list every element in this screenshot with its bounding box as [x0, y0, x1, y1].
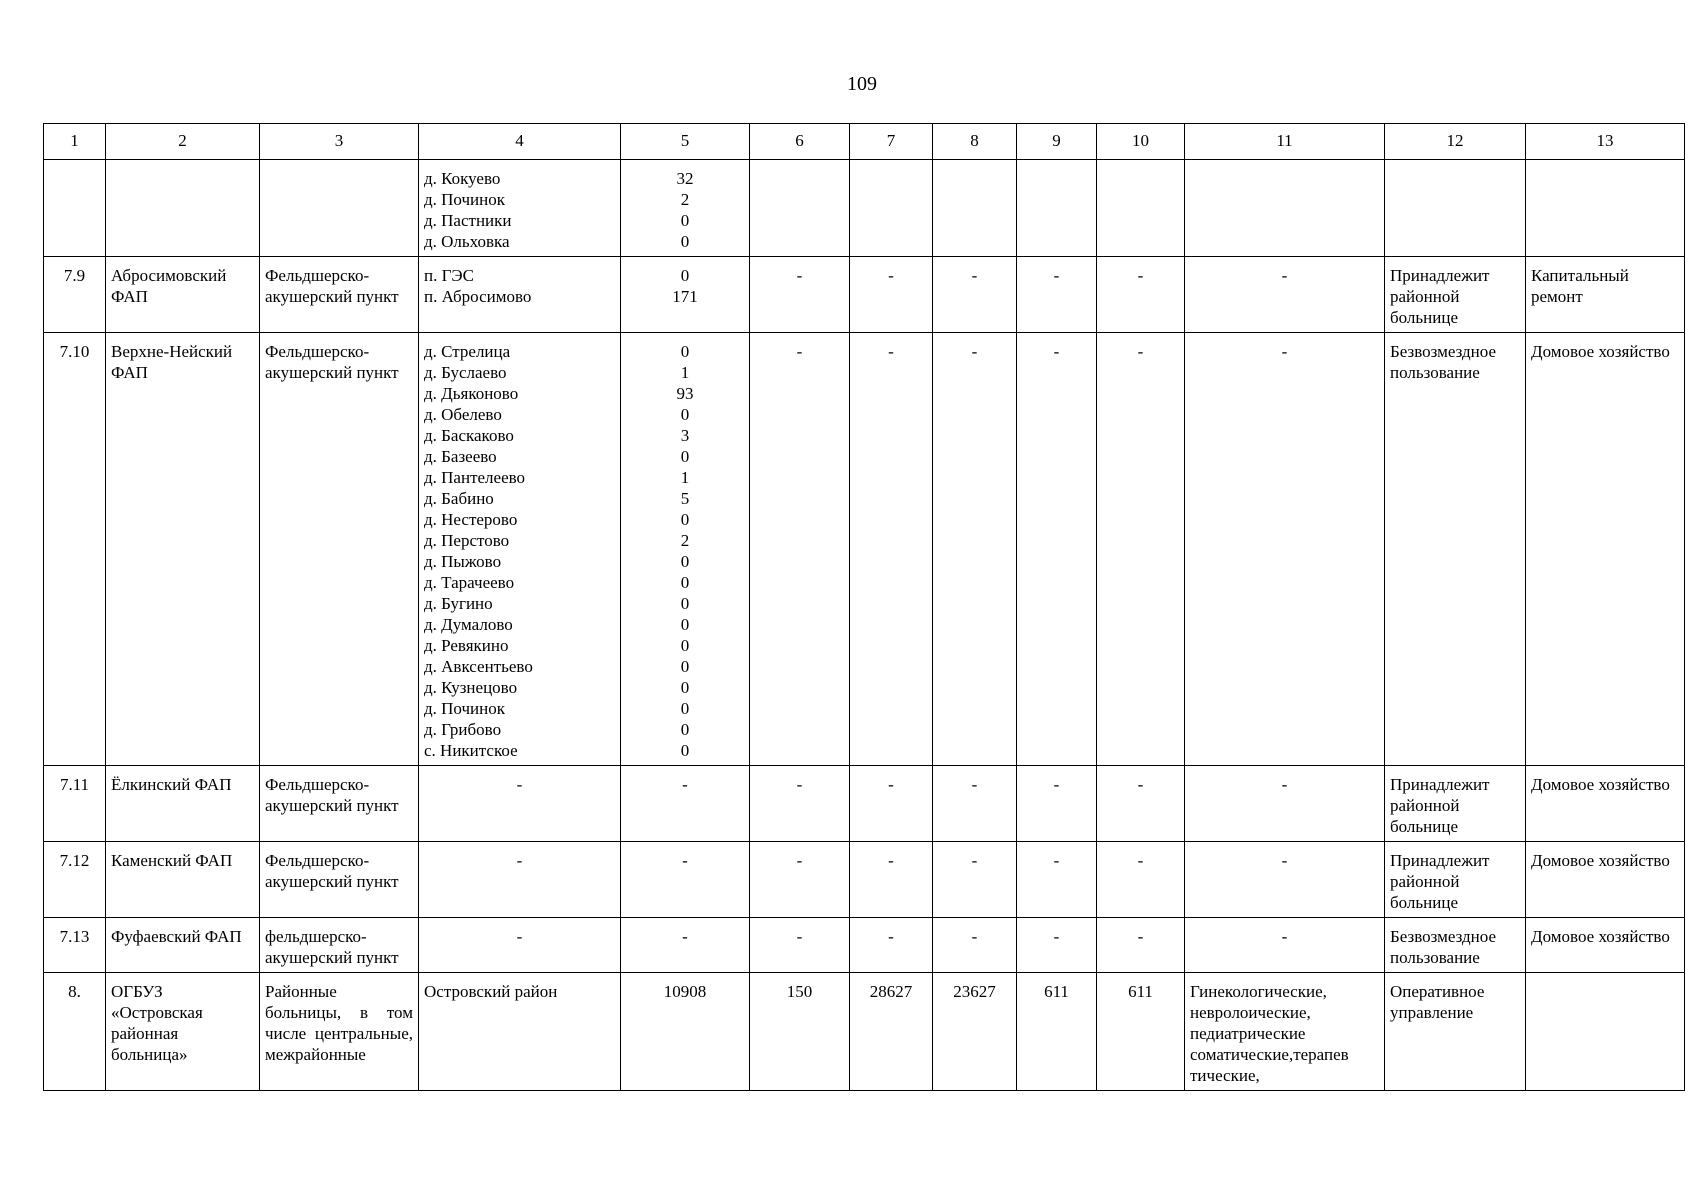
condition-cell	[1526, 160, 1685, 257]
settlement-name: д. Авксентьево	[424, 657, 533, 676]
row-number-cell: 7.13	[44, 918, 106, 973]
population-cell	[621, 160, 750, 257]
population-cell	[621, 842, 750, 918]
column-10-cell: -	[1097, 766, 1185, 842]
column-9-cell: -	[1017, 257, 1097, 333]
column-6-cell: 150	[750, 973, 850, 1091]
column-6-cell: -	[750, 842, 850, 918]
column-10-cell	[1097, 160, 1185, 257]
column-10-cell: 611	[1097, 973, 1185, 1091]
population-value: 32	[676, 169, 694, 188]
settlement-name: Островский район	[424, 982, 558, 1001]
ownership-cell: Принадлежит районной больнице	[1385, 766, 1526, 842]
column-10-cell: -	[1097, 842, 1185, 918]
facility-name-cell	[106, 160, 260, 257]
condition-cell: Капитальный ремонт	[1526, 257, 1685, 333]
condition-cell	[1526, 973, 1685, 1091]
settlement-name: -	[516, 851, 523, 870]
column-9-cell: 611	[1017, 973, 1097, 1091]
population-value: 1	[680, 468, 690, 487]
table-row	[44, 973, 1685, 1091]
settlement-name: д. Пантелеево	[424, 468, 526, 487]
population-value: 3	[680, 426, 690, 445]
column-header-7: 7	[850, 124, 933, 160]
column-header-9: 9	[1017, 124, 1097, 160]
population-value: 0	[680, 447, 690, 466]
population-value: 0	[680, 699, 690, 718]
population-value: 0	[680, 678, 690, 697]
settlement-name: д. Бабино	[424, 489, 494, 508]
settlement-name: д. Ревякино	[424, 636, 509, 655]
ownership-cell: Безвозмездное пользование	[1385, 918, 1526, 973]
column-10-cell: -	[1097, 333, 1185, 766]
settlement-name: д. Дьяконово	[424, 384, 519, 403]
column-8-cell: -	[933, 918, 1017, 973]
column-9-cell: -	[1017, 333, 1097, 766]
condition-cell: Домовое хозяйство	[1526, 766, 1685, 842]
settlement-name: д. Пастники	[424, 211, 512, 230]
settlements-cell	[419, 160, 621, 257]
column-10-cell: -	[1097, 918, 1185, 973]
settlement-name: д. Стрелица	[424, 342, 511, 361]
column-7-cell: 28627	[850, 973, 933, 1091]
column-8-cell	[933, 160, 1017, 257]
column-header-12: 12	[1385, 124, 1526, 160]
population-value: -	[682, 927, 688, 946]
condition-cell: Домовое хозяйство	[1526, 918, 1685, 973]
column-7-cell: -	[850, 257, 933, 333]
population-value: 0	[680, 232, 690, 251]
settlement-name: д. Починок	[424, 190, 505, 209]
settlements-cell	[419, 257, 621, 333]
facility-type-cell: Районные больницы, в том числе центральные, межрайонные	[260, 973, 419, 1091]
population-value: 0	[680, 573, 690, 592]
column-header-8: 8	[933, 124, 1017, 160]
population-value: 171	[672, 287, 698, 306]
column-6-cell: -	[750, 766, 850, 842]
column-header-3: 3	[260, 124, 419, 160]
column-8-cell: -	[933, 333, 1017, 766]
settlement-name: д. Буслаево	[424, 363, 507, 382]
population-value: 0	[680, 211, 690, 230]
row-number-cell: 7.11	[44, 766, 106, 842]
column-7-cell: -	[850, 918, 933, 973]
population-value: 0	[680, 657, 690, 676]
column-6-cell: -	[750, 257, 850, 333]
settlement-name: д. Базеево	[424, 447, 497, 466]
specialization-cell: -	[1185, 766, 1385, 842]
settlement-name: д. Тарачеево	[424, 573, 515, 592]
specialization-cell: -	[1185, 257, 1385, 333]
settlement-name: д. Кузнецово	[424, 678, 518, 697]
column-header-5: 5	[621, 124, 750, 160]
column-header-10: 10	[1097, 124, 1185, 160]
ownership-cell	[1385, 160, 1526, 257]
population-value: 1	[680, 363, 690, 382]
table-row	[44, 257, 1685, 333]
settlement-name: -	[516, 775, 523, 794]
facility-name-cell: Абросимовский ФАП	[106, 257, 260, 333]
column-6-cell: -	[750, 918, 850, 973]
population-value: 0	[680, 636, 690, 655]
population-value: 0	[680, 741, 690, 760]
column-8-cell: -	[933, 842, 1017, 918]
ownership-cell: Принадлежит районной больнице	[1385, 842, 1526, 918]
facility-name-cell: ОГБУЗ «Островская районная больница»	[106, 973, 260, 1091]
specialization-cell: -	[1185, 918, 1385, 973]
column-header-1: 1	[44, 124, 106, 160]
population-value: -	[682, 851, 688, 870]
population-value: 2	[680, 190, 690, 209]
facility-name-cell: Верхне-Нейский ФАП	[106, 333, 260, 766]
column-9-cell	[1017, 160, 1097, 257]
facility-type-cell: Фельдшерско-акушерский пункт	[260, 766, 419, 842]
population-value: -	[682, 775, 688, 794]
facility-type-cell: фельдшерско-акушерский пункт	[260, 918, 419, 973]
column-7-cell	[850, 160, 933, 257]
table-row	[44, 918, 1685, 973]
settlement-name: -	[516, 927, 523, 946]
specialization-cell: -	[1185, 842, 1385, 918]
population-cell	[621, 257, 750, 333]
settlement-name: д. Грибово	[424, 720, 502, 739]
settlements-cell	[419, 973, 621, 1091]
column-6-cell: -	[750, 333, 850, 766]
settlements-cell	[419, 333, 621, 766]
column-9-cell: -	[1017, 918, 1097, 973]
settlement-name: д. Кокуево	[424, 169, 501, 188]
facility-type-cell: Фельдшерско-акушерский пункт	[260, 842, 419, 918]
population-cell	[621, 333, 750, 766]
settlement-name: п. Абросимово	[424, 287, 532, 306]
column-7-cell: -	[850, 842, 933, 918]
population-value: 5	[680, 489, 690, 508]
column-6-cell	[750, 160, 850, 257]
settlement-name: д. Обелево	[424, 405, 502, 424]
column-8-cell: 23627	[933, 973, 1017, 1091]
population-cell	[621, 973, 750, 1091]
population-value: 0	[680, 405, 690, 424]
population-value: 10908	[663, 982, 707, 1001]
settlement-name: д. Пыжово	[424, 552, 502, 571]
settlement-name: д. Перстово	[424, 531, 510, 550]
facilities-table	[43, 123, 1685, 1091]
population-value: 0	[680, 615, 690, 634]
column-10-cell: -	[1097, 257, 1185, 333]
population-value: 0	[680, 510, 690, 529]
column-header-13: 13	[1526, 124, 1685, 160]
column-9-cell: -	[1017, 842, 1097, 918]
population-value: 2	[680, 531, 690, 550]
facility-type-cell: Фельдшерско-акушерский пункт	[260, 333, 419, 766]
population-value: 93	[676, 384, 694, 403]
specialization-cell	[1185, 160, 1385, 257]
column-7-cell: -	[850, 333, 933, 766]
settlements-cell	[419, 918, 621, 973]
column-header-6: 6	[750, 124, 850, 160]
condition-cell: Домовое хозяйство	[1526, 333, 1685, 766]
row-number-cell: 7.12	[44, 842, 106, 918]
settlements-cell	[419, 766, 621, 842]
condition-cell: Домовое хозяйство	[1526, 842, 1685, 918]
population-value: 0	[680, 266, 690, 285]
specialization-cell: -	[1185, 333, 1385, 766]
population-value: 0	[680, 594, 690, 613]
ownership-cell: Принадлежит районной больнице	[1385, 257, 1526, 333]
column-9-cell: -	[1017, 766, 1097, 842]
population-value: 0	[680, 552, 690, 571]
column-header-11: 11	[1185, 124, 1385, 160]
settlement-name: д. Ольховка	[424, 232, 510, 251]
ownership-cell: Безвозмездное пользование	[1385, 333, 1526, 766]
specialization-cell: Гинекологические, невролоические, педиатрические соматические,терапев тические,	[1185, 973, 1385, 1091]
settlement-name: п. ГЭС	[424, 266, 474, 285]
column-header-2: 2	[106, 124, 260, 160]
facility-name-cell: Фуфаевский ФАП	[106, 918, 260, 973]
settlement-name: д. Починок	[424, 699, 505, 718]
settlement-name: д. Бугино	[424, 594, 493, 613]
row-number-cell	[44, 160, 106, 257]
population-value: 0	[680, 720, 690, 739]
column-8-cell: -	[933, 257, 1017, 333]
column-header-4: 4	[419, 124, 621, 160]
facility-name-cell: Ёлкинский ФАП	[106, 766, 260, 842]
column-7-cell: -	[850, 766, 933, 842]
facility-type-cell	[260, 160, 419, 257]
settlement-name: д. Думалово	[424, 615, 513, 634]
settlements-cell	[419, 842, 621, 918]
population-cell	[621, 918, 750, 973]
table-row	[44, 766, 1685, 842]
row-number-cell: 7.9	[44, 257, 106, 333]
table-row	[44, 842, 1685, 918]
table-row	[44, 160, 1685, 257]
population-cell	[621, 766, 750, 842]
table-row	[44, 333, 1685, 766]
row-number-cell: 7.10	[44, 333, 106, 766]
header-row	[44, 124, 1685, 160]
settlement-name: д. Баскаково	[424, 426, 514, 445]
facility-name-cell: Каменский ФАП	[106, 842, 260, 918]
settlement-name: д. Нестерово	[424, 510, 518, 529]
population-value: 0	[680, 342, 690, 361]
column-8-cell: -	[933, 766, 1017, 842]
page-number: 109	[847, 73, 877, 95]
facility-type-cell: Фельдшерско-акушерский пункт	[260, 257, 419, 333]
settlement-name: с. Никитское	[424, 741, 518, 760]
ownership-cell: Оперативное управление	[1385, 973, 1526, 1091]
row-number-cell: 8.	[44, 973, 106, 1091]
